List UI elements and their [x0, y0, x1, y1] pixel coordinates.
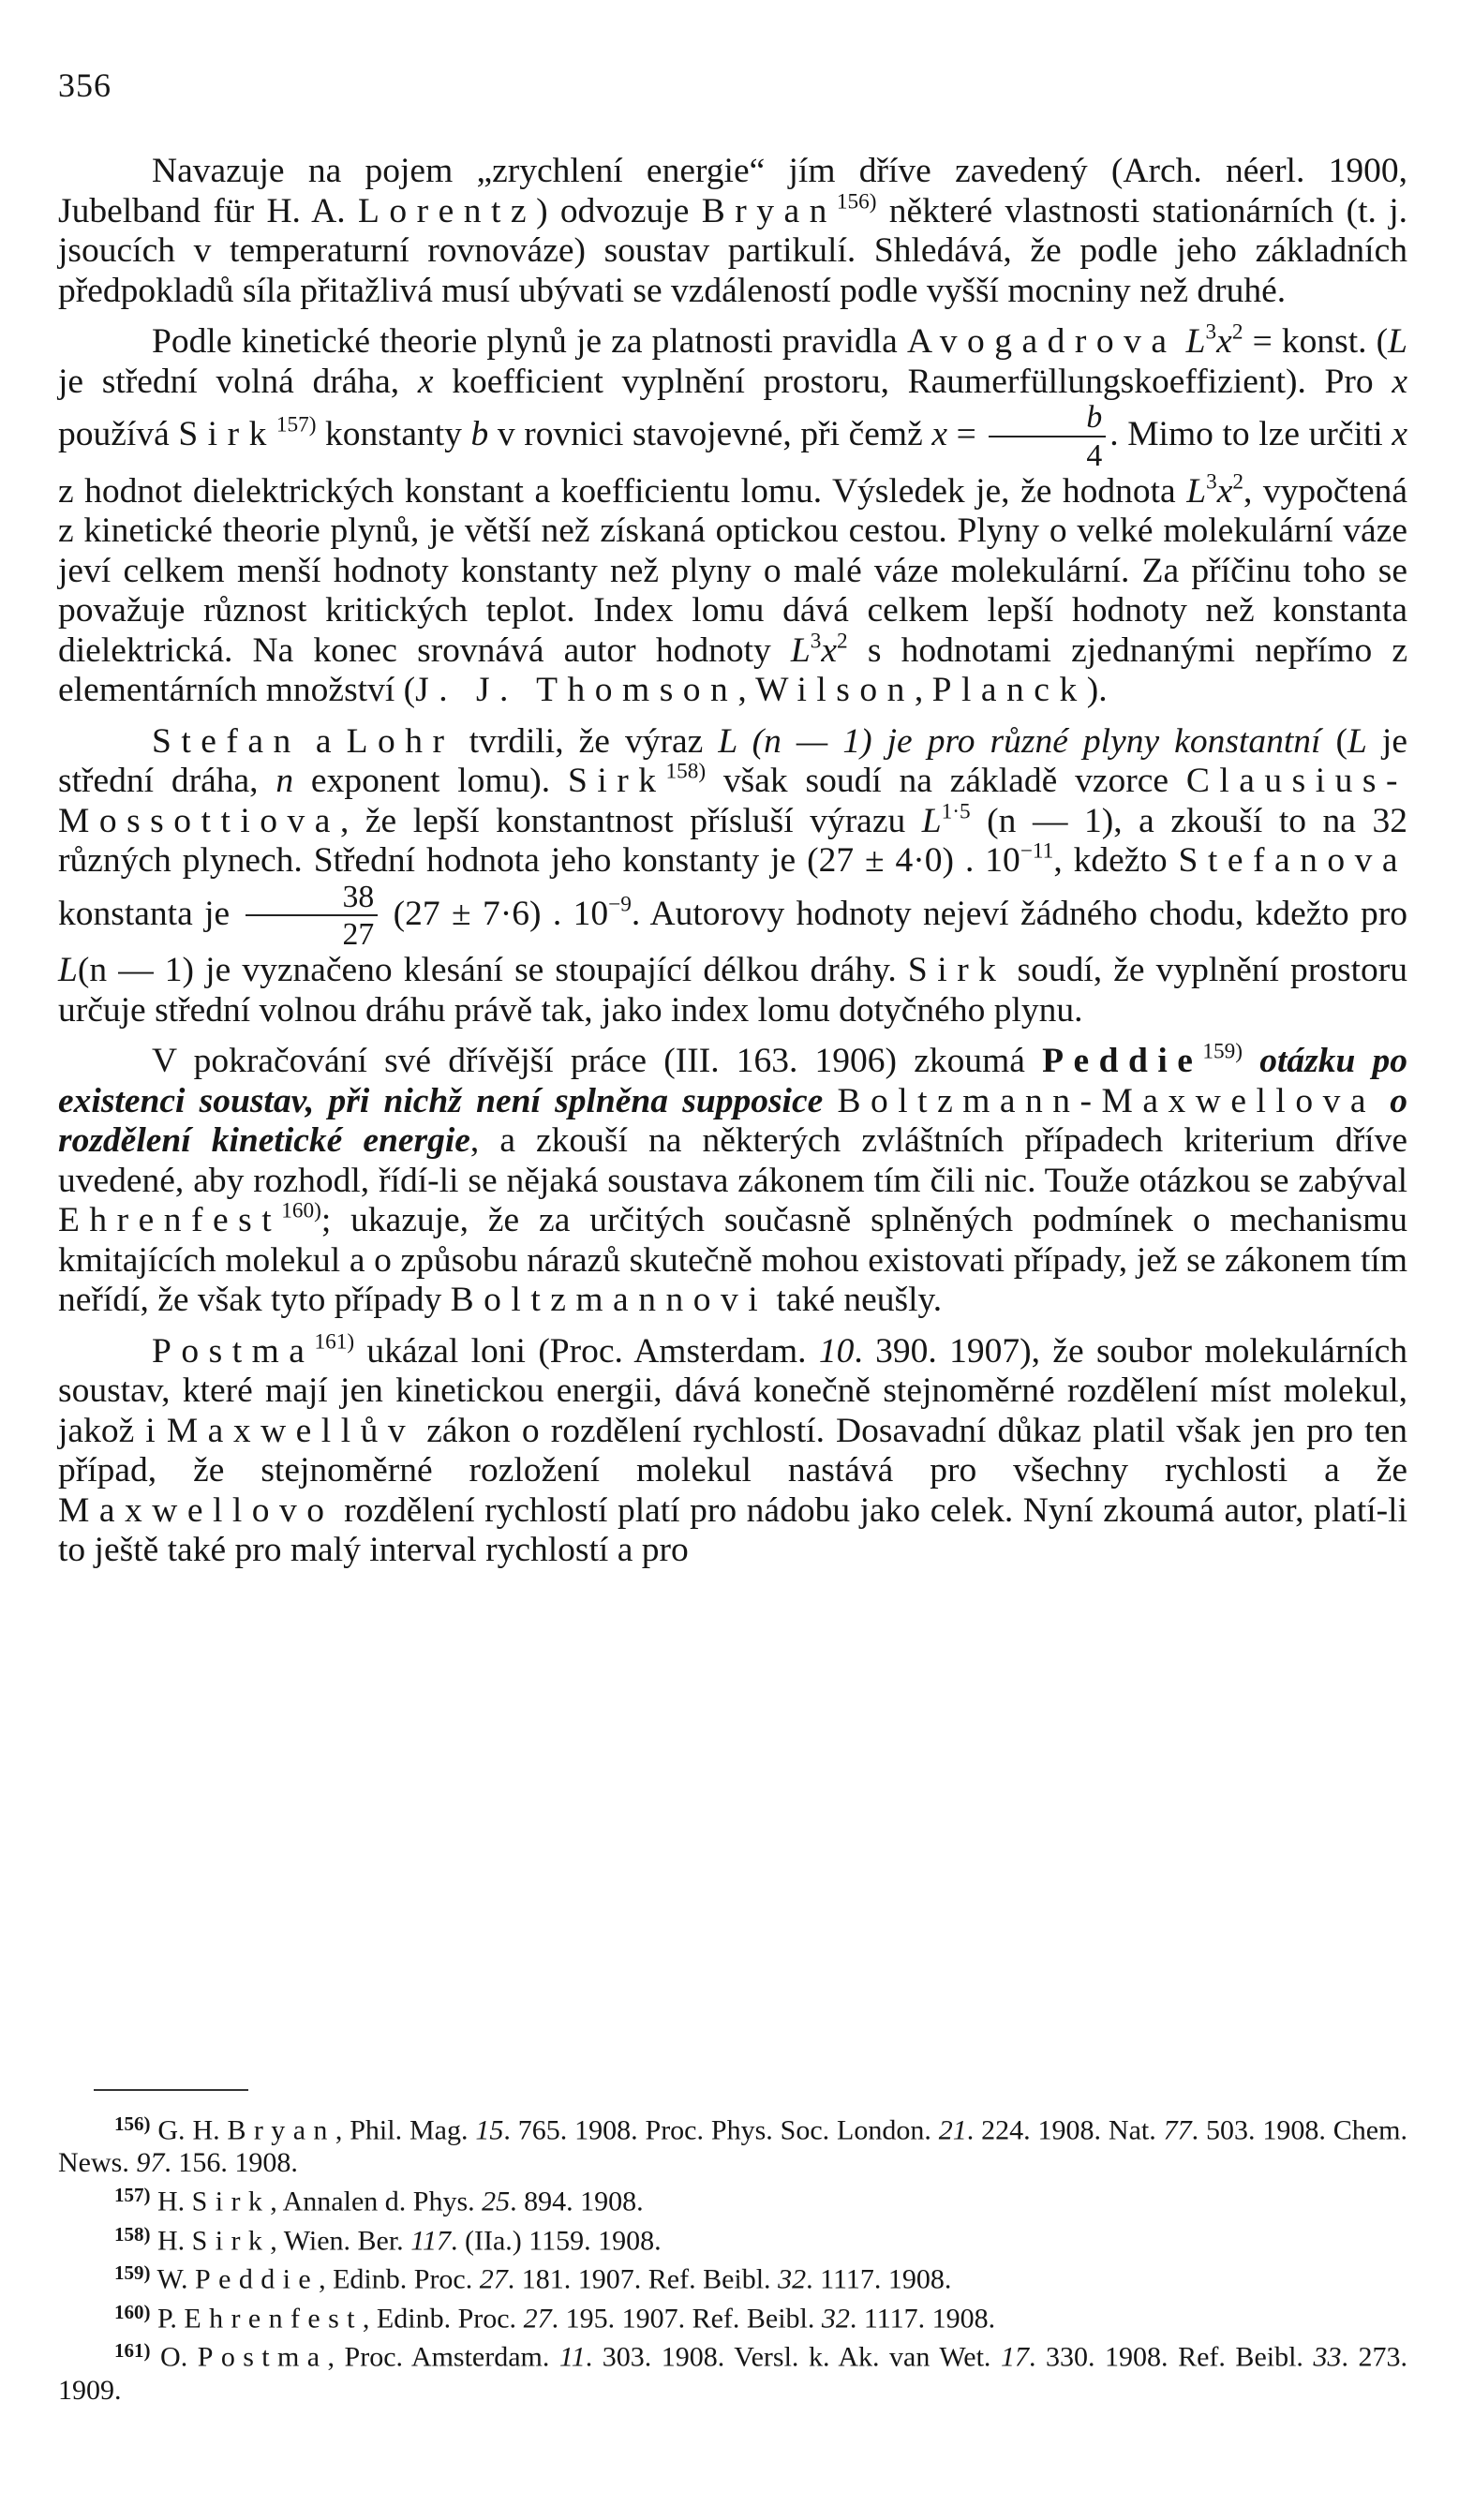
- text-run: G. H.: [150, 2114, 228, 2146]
- volume-number: 17: [1000, 2341, 1029, 2373]
- text-run: . 390. 1907), že soubor molekulárních soustav, které mají jen kinetickou energii, dává konečně stejnoměrné rozdělení míst molekul, jakož i: [58, 1331, 1407, 1450]
- math-variable: L: [1347, 721, 1367, 761]
- text-run: , vypočtená z kinetické theorie plynů, je větší než získaná optickou cestou. Plyny o velké molekulární váze jeví celkem menší hodnoty konstanty než plyny o malé váze molekulární. Za příčinu toho se považuje různost kritických teplot. Index lomu dává celkem lepší hodnoty než konstanta dielektrická. Na konec srovnává autor hodnoty: [58, 471, 1407, 670]
- author-name: Planck: [931, 671, 1087, 709]
- volume-number: 27: [479, 2263, 508, 2295]
- footnote-ref[interactable]: 159): [1202, 1039, 1243, 1064]
- text-run: . 303. 1908. Versl. k. Ak. van Wet.: [585, 2341, 1001, 2373]
- author-name: Lohr: [346, 721, 454, 761]
- author-name: J. J. Thomson: [415, 671, 738, 709]
- text-run: . (IIa.) 1159. 1908.: [450, 2225, 662, 2257]
- author-name: Sirk: [178, 414, 276, 453]
- footnote-159: [58, 2257, 1407, 2295]
- math-variable: x: [417, 362, 434, 401]
- text-run: ukázal loni (Proc. Amsterdam.: [354, 1331, 819, 1371]
- volume-number: 25: [482, 2186, 511, 2217]
- text-run: , Edinb. Proc.: [362, 2303, 524, 2335]
- text-run: ) odvozuje: [536, 191, 702, 230]
- math-exponent: 2: [837, 629, 848, 654]
- volume-number: 11: [558, 2341, 586, 2373]
- math-exponent: 1·5: [941, 799, 971, 824]
- fraction: [989, 402, 1106, 472]
- footnote-mark: 157): [114, 2184, 151, 2207]
- author-name: Bryan: [701, 191, 837, 230]
- text-run: , Annalen d. Phys.: [270, 2186, 483, 2217]
- math-exponent: 2: [1232, 469, 1243, 495]
- volume-number: 21: [938, 2114, 967, 2146]
- body-text: [58, 152, 1407, 1582]
- paragraph-4: [58, 1039, 1407, 1321]
- math-variable: L: [790, 630, 811, 670]
- text-run: soudí, že vyplnění prostoru určuje střední volnou dráhu právě tak, jako index lomu dotyčného plynu.: [58, 951, 1407, 1030]
- author-name: Postma: [197, 2341, 328, 2373]
- text-run: zákon o rozdělení rychlostí. Dosavadní důkaz platil však jen pro ten případ, že stejnoměrné rozložení molekul nastává pro všechny rychlosti a že: [58, 1411, 1407, 1490]
- text-run: . 765. 1908. Proc. Phys. Soc. London.: [503, 2114, 939, 2146]
- text-run: však soudí na základě vzorce: [706, 762, 1186, 800]
- text-run: [1376, 1082, 1390, 1120]
- author-name: Stefanova: [1178, 841, 1407, 880]
- math-variable: L: [718, 721, 737, 761]
- author-name: Sirk: [567, 762, 666, 800]
- text-run: s hodnotami zjednanými nepřímo z elementárních množství (: [58, 630, 1407, 709]
- volume-number: 27: [523, 2303, 552, 2335]
- math-variable: x: [1216, 322, 1232, 361]
- footnote-160: [58, 2296, 1407, 2335]
- text-run: Navazuje na pojem „zrychlení energie“ jím dříve zavedený (Arch. néerl. 1900, Jubelband für H. A.: [58, 152, 1407, 230]
- author-name: Maxwellův: [166, 1411, 416, 1450]
- footnote-mark: 161): [114, 2339, 151, 2363]
- text-run: některé vlastnosti stationárních (t. j. jsoucích v temperaturní rovnováze) soustav partikulí. Shledává, že podle jeho základních předpokladů síla přitažlivá musí ubývati se vzdáleností podle vyšší mocniny než druhé.: [58, 191, 1407, 310]
- volume-number: 77: [1163, 2114, 1192, 2146]
- footnote-mark: 160): [114, 2300, 151, 2323]
- volume-number: 97: [136, 2147, 165, 2179]
- math-variable: L: [58, 951, 78, 989]
- paragraph-2: [58, 319, 1408, 711]
- footnote-ref[interactable]: 160): [281, 1198, 321, 1223]
- volume-number: 15: [475, 2114, 504, 2146]
- text-run: exponent lomu).: [293, 762, 568, 800]
- footnote-mark: 156): [114, 2112, 151, 2135]
- text-run: . 224. 1908. Nat.: [966, 2114, 1164, 2146]
- author-name: Ehrenfest: [184, 2303, 363, 2335]
- volume-number: 33: [1313, 2341, 1342, 2373]
- text-run: . 503. 1908. Chem. News.: [58, 2114, 1407, 2179]
- text-run: tvrdili, že výraz: [454, 721, 719, 761]
- math-exponent: 3: [810, 629, 822, 654]
- volume-number: 32: [821, 2303, 850, 2335]
- author-name: Clausius-Mossottiova: [58, 762, 1407, 840]
- text-run: V pokračování své dřívější práce (III. 163. 1906) zkoumá: [152, 1042, 1043, 1080]
- text-run: ,: [914, 671, 932, 709]
- author-name: Peddie: [195, 2263, 320, 2295]
- italic-text: o rozdělení kinetické energie: [58, 1081, 1407, 1160]
- text-run: (n — 1), a zkouší to na 32 různých plynech. Střední hodnota jeho konstanty je (27 ± 4·0) . 10: [58, 801, 1407, 880]
- text-run: (: [1320, 721, 1347, 761]
- text-run: ,: [737, 671, 756, 709]
- math-exponent: −11: [1020, 838, 1054, 864]
- text-run: [823, 1082, 837, 1120]
- math-variable: x: [931, 414, 947, 453]
- text-run: P.: [150, 2303, 185, 2335]
- footnotes: [58, 2108, 1407, 2407]
- text-run: =: [947, 414, 986, 453]
- text-run: také neušly.: [767, 1281, 943, 1319]
- math-variable: x: [1392, 362, 1408, 401]
- math-variable: n: [275, 762, 294, 800]
- footnote-ref[interactable]: 158): [665, 759, 707, 784]
- footnote-mark: 159): [114, 2261, 151, 2285]
- math-variable: L: [1388, 322, 1408, 361]
- footnote-158: [58, 2218, 1407, 2257]
- author-name: Bryan: [227, 2114, 335, 2146]
- math-exponent: 2: [1231, 319, 1243, 345]
- italic-text: otázku po existenci soustav, při nichž není splněna supposice: [58, 1042, 1407, 1120]
- text-run: , kdežto: [1053, 841, 1179, 880]
- text-run: (27 ± 7·6) . 10: [381, 894, 609, 933]
- text-run: . 1117. 1908.: [849, 2303, 996, 2335]
- fraction-denominator: 27: [342, 917, 375, 953]
- text-run: [1243, 1042, 1259, 1080]
- author-name: Boltzmannovi: [450, 1281, 768, 1319]
- author-name: Sirk: [907, 951, 1006, 989]
- text-run: (n — 1) je vyznačeno klesání se stoupající délkou dráhy.: [77, 951, 908, 989]
- math-exponent: −9: [608, 891, 632, 916]
- text-run: . 273. 1909.: [58, 2341, 1408, 2406]
- math-variable: L: [1185, 322, 1206, 361]
- text-run: používá: [58, 414, 179, 453]
- text-run: W.: [150, 2263, 196, 2295]
- text-run: H.: [150, 2225, 192, 2257]
- author-name: Lorentz: [357, 191, 537, 230]
- math-expression: (n — 1): [737, 721, 887, 761]
- math-variable: x: [1392, 414, 1407, 453]
- paragraph-3: [58, 722, 1407, 1031]
- fraction: [246, 879, 379, 953]
- text-run: ; ukazuje, že za určitých současně splněných podmínek o mechanismu kmitajících molekul a o způsobu nárazů skutečně mohou existovati případy, jež se zákonem tím neřídí, že však tyto případy: [58, 1201, 1407, 1319]
- author-name: Wilson: [755, 671, 915, 709]
- text-run: H.: [150, 2186, 192, 2217]
- math-variable: L: [1186, 471, 1207, 511]
- footnote-ref[interactable]: 157): [275, 412, 317, 437]
- fraction-numerator: b: [989, 402, 1106, 437]
- author-name: Boltzmann-Maxwellova: [837, 1081, 1376, 1120]
- text-run: konstanta je: [58, 894, 242, 933]
- volume-number: 32: [778, 2263, 807, 2295]
- text-run: konstanty: [316, 414, 471, 453]
- author-name: Peddie: [1042, 1042, 1203, 1080]
- text-run: z hodnot dielektrických konstant a koefficientu lomu. Výsledek je, že hodnota: [58, 471, 1187, 511]
- text-run: , Edinb. Proc.: [319, 2263, 480, 2295]
- text-run: . 195. 1907. Ref. Beibl.: [551, 2303, 822, 2335]
- volume-number: 117: [410, 2225, 451, 2257]
- math-exponent: 3: [1205, 319, 1217, 345]
- text-run: je střední volná dráha,: [58, 362, 418, 401]
- paragraph-5: [58, 1329, 1407, 1571]
- text-run: , že lepší konstantnost přísluší výrazu: [339, 801, 922, 840]
- text-run: . Autorovy hodnoty nejeví žádného chodu, kdežto pro: [631, 894, 1407, 933]
- footnote-divider: [94, 2089, 248, 2091]
- footnote-ref[interactable]: 161): [314, 1329, 355, 1355]
- text-run: v rovnici stavojevné, při čemž: [488, 414, 932, 453]
- text-run: . 894. 1908.: [510, 2186, 644, 2217]
- math-variable: x: [821, 630, 838, 670]
- text-run: , a zkouší na některých zvláštních případech kriterium dříve uvedené, aby rozhodl, řídí-li se nějaká soustava zákonem tím čili nic. Touže otázkou se zabýval: [58, 1121, 1407, 1200]
- math-variable: L: [921, 801, 942, 840]
- text-run: . Mimo to lze určiti: [1109, 414, 1392, 453]
- text-run: je střední dráha,: [58, 721, 1407, 800]
- author-name: Avogadrova: [906, 322, 1177, 361]
- text-run: . 156. 1908.: [164, 2147, 298, 2179]
- footnote-156: [58, 2108, 1407, 2179]
- text-run: O.: [150, 2341, 198, 2373]
- math-exponent: 3: [1206, 469, 1217, 495]
- footnote-ref[interactable]: 156): [836, 189, 877, 215]
- text-run: koefficient vyplnění prostoru, Raumerfüllungskoeffizient). Pro: [433, 362, 1392, 401]
- italic-text: je pro různé plyny konstantní: [886, 721, 1321, 761]
- text-run: . 1117. 1908.: [806, 2263, 952, 2295]
- text-run: rozdělení rychlostí platí pro nádobu jako celek. Nyní zkoumá autor, platí-li to ještě také pro malý interval rychlostí a pro: [58, 1490, 1407, 1569]
- text-run: , Proc. Amsterdam.: [327, 2341, 559, 2373]
- footnote-157: [58, 2179, 1407, 2217]
- volume-number: 10: [818, 1331, 855, 1371]
- text-run: , Wien. Ber.: [270, 2225, 411, 2257]
- text-run: a: [300, 721, 347, 761]
- text-run: = konst. (: [1243, 322, 1389, 361]
- author-name: Postma: [152, 1331, 315, 1371]
- footnote-161: [58, 2335, 1407, 2406]
- fraction-numerator: 38: [246, 882, 379, 917]
- math-variable: b: [470, 414, 489, 453]
- page-number: 356: [58, 67, 112, 104]
- author-name: Sirk: [191, 2186, 271, 2217]
- paragraph-1: [58, 152, 1407, 311]
- author-name: Sirk: [191, 2225, 271, 2257]
- text-run: . 181. 1907. Ref. Beibl.: [507, 2263, 779, 2295]
- author-name: Stefan: [152, 721, 301, 761]
- math-variable: x: [1216, 471, 1233, 511]
- text-run: . 330. 1908. Ref. Beibl.: [1028, 2341, 1314, 2373]
- text-run: , Phil. Mag.: [335, 2114, 476, 2146]
- author-name: Maxwellovo: [58, 1490, 335, 1530]
- text-run: ).: [1086, 671, 1108, 709]
- fraction-denominator: 4: [1086, 437, 1103, 473]
- author-name: Ehrenfest: [58, 1201, 282, 1239]
- footnote-mark: 158): [114, 2222, 151, 2246]
- text-run: Podle kinetické theorie plynů je za platnosti pravidla: [152, 322, 907, 361]
